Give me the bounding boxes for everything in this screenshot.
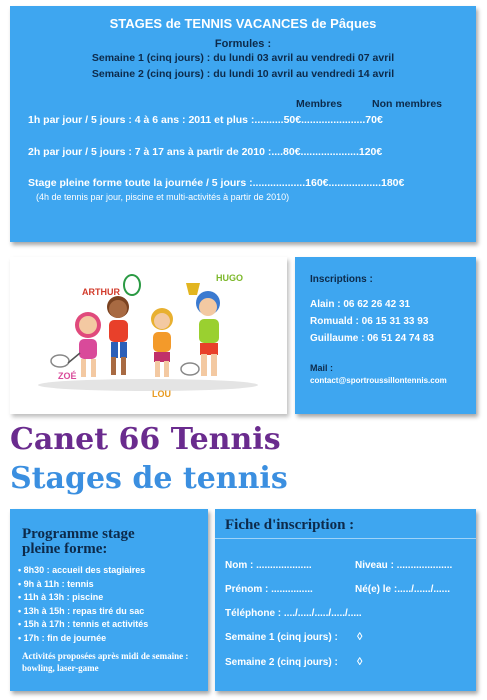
- kids-tennis-illustration: [10, 257, 287, 414]
- mail-label: Mail :: [310, 363, 334, 373]
- mail-address[interactable]: contact@sportroussillontennis.com: [310, 376, 447, 385]
- stages-title: STAGES de TENNIS VACANCES de Pâques: [109, 16, 377, 31]
- label-hugo: HUGO: [216, 273, 243, 283]
- contact-alain: Alain : 06 62 26 42 31: [310, 299, 411, 310]
- programme-title-line2: pleine forme:: [22, 541, 108, 557]
- contact-guillaume: Guillaume : 06 51 24 74 83: [310, 333, 434, 344]
- price-row-3-note: (4h de tennis par jour, piscine et multi-activités à partir de 2010): [36, 192, 290, 202]
- stages-info-panel: [10, 6, 476, 242]
- checkbox-semaine2[interactable]: ◊: [357, 656, 363, 668]
- form-divider: [215, 538, 476, 539]
- formules-label: Formules :: [214, 38, 272, 50]
- price-row-3: Stage pleine forme toute la journée / 5 jours :..................160€..................180€: [28, 177, 405, 189]
- form-title: Fiche d'inscription :: [225, 517, 355, 533]
- kid-hugo: [186, 283, 220, 376]
- list-item: • 8h30 : accueil des stagiaires: [18, 564, 148, 578]
- list-item: • 9h à 11h : tennis: [18, 578, 148, 592]
- programme-title: [22, 527, 135, 557]
- cartoon-kids-image: [10, 257, 287, 414]
- headline-stages: Stages de tennis: [10, 461, 288, 496]
- col-nonmembers-header: Non membres: [372, 98, 443, 110]
- col-members-header: Membres: [296, 98, 343, 110]
- list-item: • 13h à 15h : repas tiré du sac: [18, 605, 148, 619]
- kid-zoe: [51, 312, 101, 377]
- list-item: • 17h : fin de journée: [18, 632, 148, 646]
- headline-club: Canet 66 Tennis: [10, 422, 281, 457]
- field-prenom[interactable]: Prénom : ...............: [225, 584, 313, 595]
- programme-panel: [10, 509, 208, 691]
- checkbox-semaine1[interactable]: ◊: [357, 631, 363, 643]
- field-niveau[interactable]: Niveau : ....................: [355, 560, 453, 571]
- label-semaine2: Semaine 2 (cinq jours) :: [225, 657, 338, 668]
- price-row-2: 2h par jour / 5 jours : 7 à 17 ans à partir de 2010 :....80€....................120€: [28, 146, 383, 158]
- field-birthdate[interactable]: Né(e) le :...../....../......: [355, 584, 451, 595]
- label-lou: LOU: [152, 389, 171, 399]
- list-item: • 11h à 13h : piscine: [18, 591, 148, 605]
- week2-dates: Semaine 2 (cinq jours) : du lundi 10 avril au vendredi 14 avril: [91, 68, 395, 80]
- week1-dates: Semaine 1 (cinq jours) : du lundi 03 avril au vendredi 07 avril: [91, 52, 395, 64]
- field-telephone[interactable]: Téléphone : ..../...../...../...../.....: [225, 608, 362, 619]
- contact-romuald: Romuald : 06 15 31 33 93: [310, 316, 429, 327]
- programme-note: Activités proposées après midi de semaine : bowling, laser-game: [22, 651, 189, 673]
- label-semaine1: Semaine 1 (cinq jours) :: [225, 632, 338, 643]
- inscriptions-title: Inscriptions :: [310, 274, 373, 285]
- programme-list: [18, 564, 148, 646]
- list-item: • 15h à 17h : tennis et activités: [18, 618, 148, 632]
- inscriptions-panel: [295, 257, 476, 414]
- field-nom[interactable]: Nom : ....................: [225, 560, 312, 571]
- label-arthur: ARTHUR: [82, 287, 120, 297]
- registration-form-panel: [215, 509, 476, 691]
- programme-title-line1: Programme stage: [22, 526, 135, 542]
- kid-lou: [151, 308, 199, 377]
- price-row-1: 1h par jour / 5 jours : 4 à 6 ans : 2011 et plus :..........50€......................70€: [28, 114, 383, 126]
- label-zoe: ZOÉ: [58, 371, 77, 381]
